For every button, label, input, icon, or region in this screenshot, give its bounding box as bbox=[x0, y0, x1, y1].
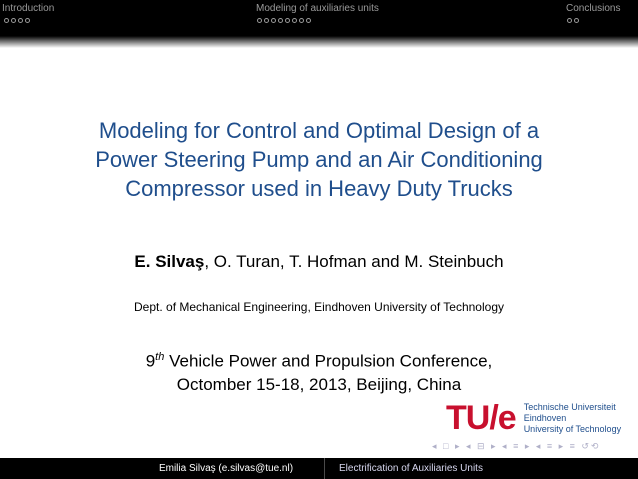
logo-text-line-2: Eindhoven bbox=[523, 412, 567, 423]
author-list bbox=[0, 252, 638, 272]
logo-text-line-1: Technische Universiteit bbox=[523, 401, 616, 412]
header-shadow bbox=[0, 36, 638, 48]
title-line-2: Power Steering Pump and an Air Conditioning bbox=[95, 147, 543, 172]
logo-text-line-3: University of Technology bbox=[523, 423, 622, 434]
title-line-1: Modeling for Control and Optimal Design of a bbox=[98, 118, 540, 143]
lead-author: E. Silvaş bbox=[134, 252, 205, 271]
footer-spacer bbox=[0, 458, 128, 479]
conference-ordinal-suffix: th bbox=[155, 351, 165, 363]
conference-line-2: Octomber 15-18, 2013, Beijing, China bbox=[176, 374, 462, 394]
conference-name: Vehicle Power and Propulsion Conference, bbox=[164, 351, 493, 371]
conference-info bbox=[0, 346, 638, 396]
nav-dots-conclusions[interactable] bbox=[567, 18, 579, 23]
affiliation: Dept. of Mechanical Engineering, Eindhoven University of Technology bbox=[134, 300, 504, 314]
tue-logo-mark: TU/e bbox=[446, 398, 516, 437]
slide-title bbox=[40, 116, 598, 203]
footer-author: Emilia Silvaş (e.silvas@tue.nl) bbox=[128, 458, 324, 479]
conference-line-1 bbox=[0, 346, 638, 373]
nav-dots-introduction[interactable] bbox=[4, 18, 30, 23]
title-line-3: Compressor used in Heavy Duty Trucks bbox=[125, 176, 513, 201]
beamer-nav-symbols[interactable]: ◂ □ ▸ ◂ ⊟ ▸ ◂ ≡ ▸ ◂ ≡ ▸ ≡ ↺⟲ bbox=[432, 441, 601, 451]
footer-short-title: Electrification of Auxiliaries Units bbox=[324, 458, 638, 479]
footer-bar bbox=[0, 458, 638, 479]
nav-section-modeling[interactable]: Modeling of auxiliaries units bbox=[256, 3, 379, 14]
nav-section-introduction[interactable]: Introduction bbox=[2, 3, 55, 14]
nav-dots-modeling[interactable] bbox=[257, 18, 311, 23]
beamer-navigation-controls[interactable] bbox=[432, 441, 600, 452]
section-navbar bbox=[0, 0, 638, 36]
conference-ordinal: 9 bbox=[145, 351, 156, 371]
tue-logo bbox=[446, 398, 621, 438]
nav-section-conclusions[interactable]: Conclusions bbox=[566, 3, 621, 14]
tue-logo-text bbox=[524, 402, 621, 435]
co-authors: , O. Turan, T. Hofman and M. Steinbuch bbox=[204, 252, 504, 271]
